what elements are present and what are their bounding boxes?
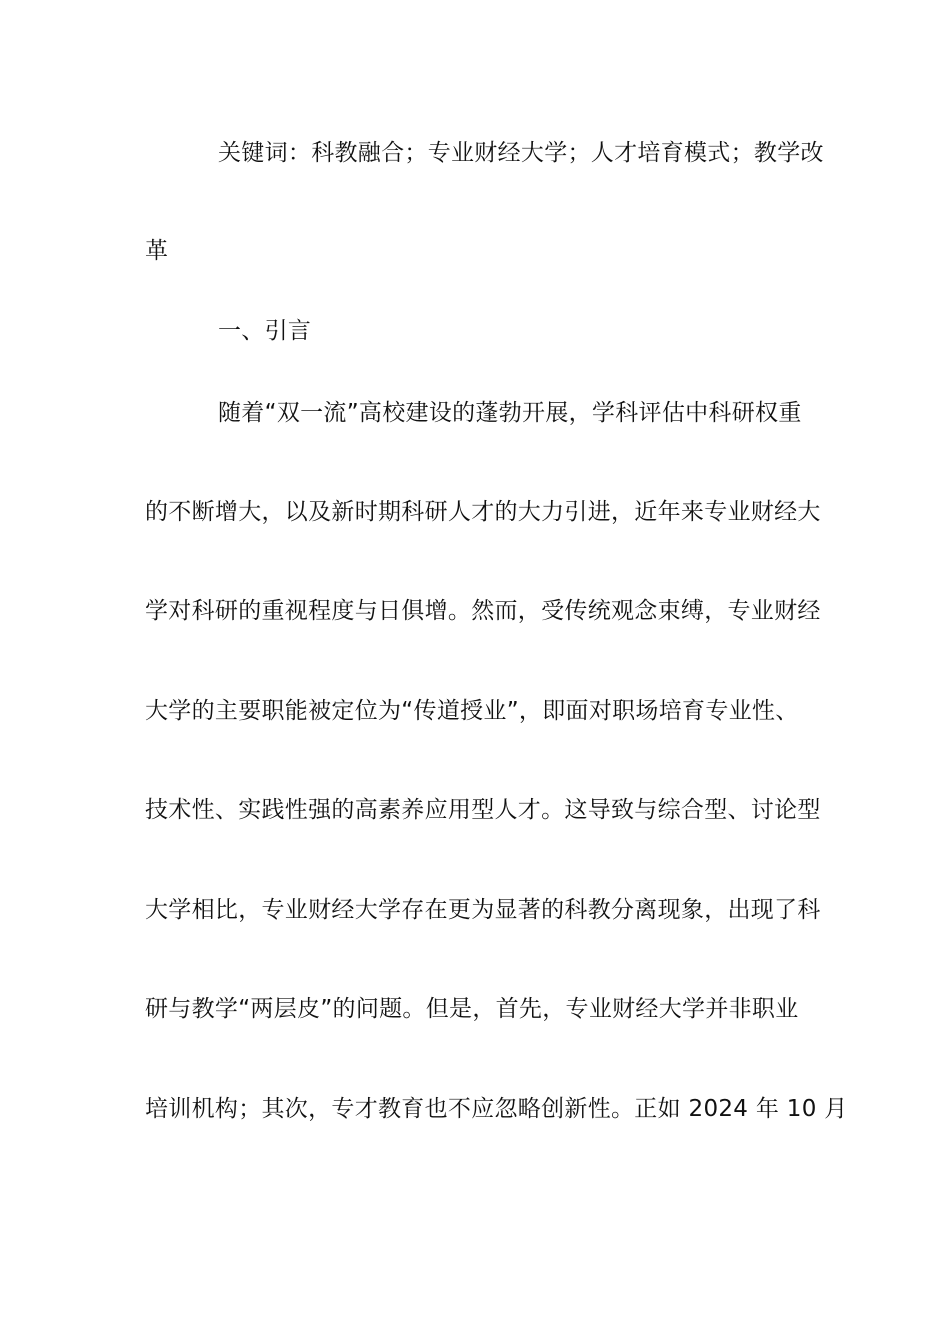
paragraph-line: 学对科研的重视程度与日俱增。然而，受传统观念束缚，专业财经 (145, 598, 821, 624)
paragraph-line: 随着“双一流”高校建设的蓬勃开展，学科评估中科研权重 (218, 400, 802, 426)
paragraph-line: 大学相比，专业财经大学存在更为显著的科教分离现象，出现了科 (145, 897, 821, 923)
paragraph-line: 技术性、实践性强的高素养应用型人才。这导致与综合型、讨论型 (145, 797, 821, 823)
keywords-line: 关键词：科教融合；专业财经大学；人才培育模式；教学改 (218, 140, 824, 166)
paragraph-line: 研与教学“两层皮”的问题。但是，首先，专业财经大学并非职业 (145, 996, 799, 1022)
paragraph-line: 培训机构；其次，专才教育也不应忽略创新性。正如 2024 年 10 月 (145, 1096, 848, 1122)
section-heading: 一、引言 (218, 318, 312, 344)
keywords-line-continued: 革 (145, 238, 169, 264)
paragraph-line: 大学的主要职能被定位为“传道授业”，即面对职场培育专业性、 (145, 698, 799, 724)
paragraph-line: 的不断增大，以及新时期科研人才的大力引进，近年来专业财经大 (145, 499, 821, 525)
